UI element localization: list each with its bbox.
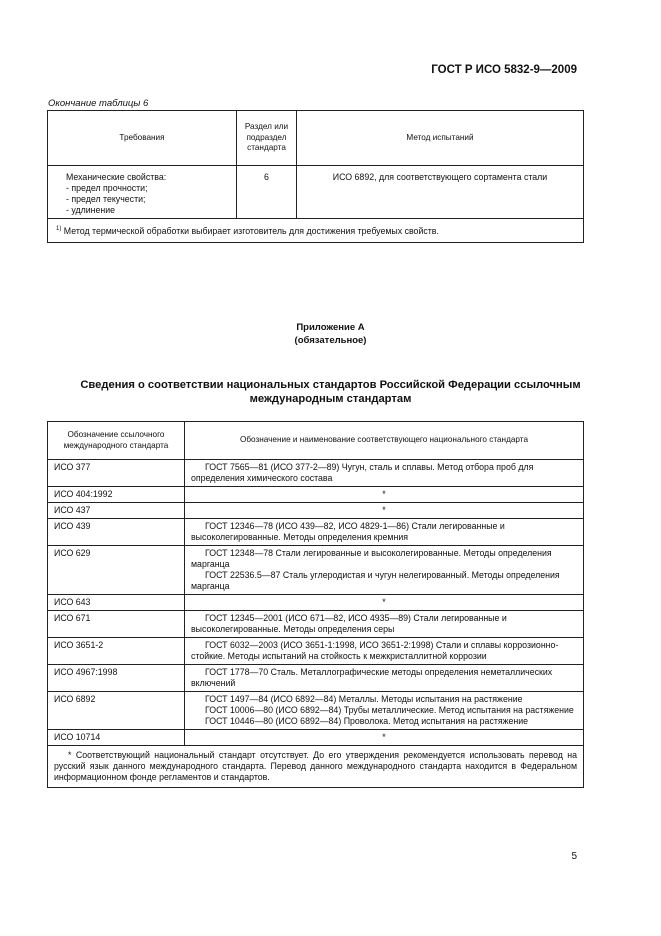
national-line: ГОСТ 1497—84 (ИСО 6892—84) Металлы. Методы испытания на растяжение (205, 694, 523, 704)
national-cell (185, 665, 584, 692)
ref-cell: ИСО 404:1992 (48, 487, 185, 503)
national-cell (185, 611, 584, 638)
col-header-method: Метод испытаний (297, 111, 584, 166)
col-header-national-standard: Обозначение и наименование соответствующего национального стандарта (185, 422, 584, 460)
appendix-status: (обязательное) (294, 335, 367, 346)
section-cell: 6 (237, 166, 297, 219)
national-cell (185, 460, 584, 487)
national-line: ГОСТ 7565—81 (ИСО 377-2—89) Чугун, сталь и сплавы. Метод отбора проб для определения химического состава (191, 462, 534, 483)
ref-cell: ИСО 629 (48, 546, 185, 595)
not-available-mark: * (185, 487, 584, 503)
requirement-line: Механические свойства: (66, 172, 167, 182)
national-line: ГОСТ 12348—78 Стали легированные и высоколегированные. Методы определения марганца (191, 548, 552, 569)
ref-cell: ИСО 671 (48, 611, 185, 638)
table-6 (47, 110, 584, 243)
ref-cell: ИСО 643 (48, 595, 185, 611)
requirement-line: - удлинение (66, 205, 116, 215)
national-line: ГОСТ 22536.5—87 Сталь углеродистая и чугун нелегированный. Методы определения марганца (191, 570, 560, 591)
reference-table-footnote: * Соответствующий национальный стандарт отсутствует. До его утверждения рекомендуется использовать перевод на русский язык данного международного стандарта. Перевод данного международного стандарта находится в Федеральном информационном фонде регламентов и стандартов. (48, 746, 584, 788)
ref-cell: ИСО 4967:1998 (48, 665, 185, 692)
ref-cell: ИСО 439 (48, 519, 185, 546)
col-header-ref-standard: Обозначение ссылочного международного стандарта (48, 422, 185, 460)
national-cell (185, 546, 584, 595)
ref-cell: ИСО 377 (48, 460, 185, 487)
national-cell (185, 519, 584, 546)
national-line: ГОСТ 10446—80 (ИСО 6892—84) Проволока. Метод испытания на растяжение (205, 716, 529, 726)
ref-cell: ИСО 6892 (48, 692, 185, 730)
requirement-line: - предел текучести; (66, 194, 146, 204)
col-header-requirements: Требования (48, 111, 237, 166)
ref-cell: ИСО 3651-2 (48, 638, 185, 665)
not-available-mark: * (185, 503, 584, 519)
table-6-footnote (48, 219, 584, 243)
reference-table (47, 421, 584, 788)
national-cell (185, 638, 584, 665)
col-header-section: Раздел или подраздел стандарта (237, 111, 297, 166)
table-caption: Окончание таблицы 6 (48, 98, 149, 109)
document-header: ГОСТ Р ИСО 5832-9—2009 (431, 64, 577, 76)
appendix-title: Сведения о соответствии национальных стандартов Российской Федерации ссылочным международным стандартам (80, 379, 581, 405)
ref-cell: ИСО 10714 (48, 730, 185, 746)
national-line: ГОСТ 1778—70 Сталь. Металлографические методы определения неметаллических включений (191, 667, 553, 688)
national-line: ГОСТ 12345—2001 (ИСО 671—82, ИСО 4935—89) Стали легированные и высоколегированные. Методы определения серы (191, 613, 507, 634)
page-number: 5 (571, 851, 577, 862)
national-line: ГОСТ 12346—78 (ИСО 439—82, ИСО 4829-1—86) Стали легированные и высоколегированные. Методы определения кремния (191, 521, 505, 542)
not-available-mark: * (185, 730, 584, 746)
national-line: ГОСТ 6032—2003 (ИСО 3651-1:1998, ИСО 3651-2:1998) Стали и сплавы коррозионно-стойкие. Методы испытаний на стойкость к межкристаллитной коррозии (191, 640, 559, 661)
footnote-mark: 1) (56, 226, 62, 232)
ref-cell: ИСО 437 (48, 503, 185, 519)
appendix-label: Приложение А (296, 322, 365, 333)
national-cell (185, 692, 584, 730)
not-available-mark: * (185, 595, 584, 611)
requirements-cell (48, 166, 237, 219)
footnote-text: Метод термической обработки выбирает изготовитель для достижения требуемых свойств. (61, 225, 439, 236)
national-line: ГОСТ 10006—80 (ИСО 6892—84) Трубы металлические. Метод испытания на растяжение (205, 705, 574, 715)
method-cell: ИСО 6892, для соответствующего сортамента стали (297, 166, 584, 219)
requirement-line: - предел прочности; (66, 183, 148, 193)
